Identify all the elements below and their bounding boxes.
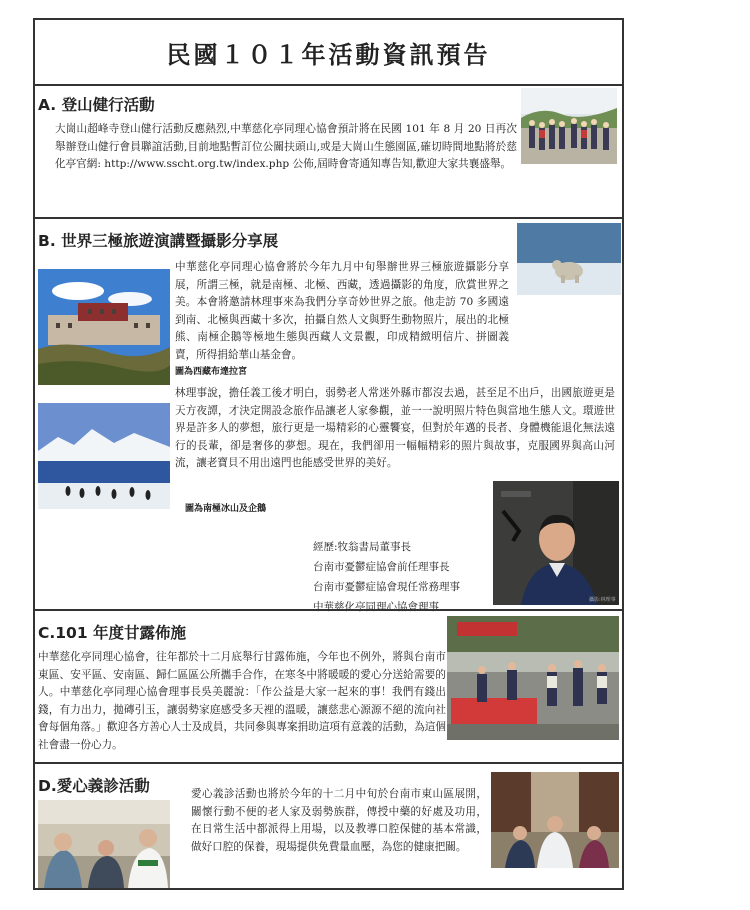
antarctic-caption: 圖為南極冰山及企鵝: [185, 504, 267, 514]
photo-credit: 攝影:林理事: [589, 597, 616, 603]
section-d-heading: D.愛心義診活動: [38, 777, 150, 795]
page-title: 民國１０１年活動資訊預告: [166, 40, 491, 69]
charity-event-photo: [447, 616, 619, 740]
section-a-body: 大崗山超峰寺登山健行活動反應熱烈,中華慈化亭同理心協會預計將在民國 101 年 8 月 20 日再次舉辦登山健行會員聯誼活動,目前地點暫訂位公關扶頭山,或是大崗山生態園區,確切時間地點將於慈化亭官網: http://www.sscht.org.tw/index.php 公佈,屆時會寄通知專告知,歡迎大家共襄盛舉。: [55, 123, 517, 171]
hiking-group-photo: [521, 88, 617, 164]
clinic-photo-left: [38, 800, 170, 888]
antarctic-iceberg-photo: [38, 403, 170, 509]
title-box: [35, 20, 622, 86]
section-c-body: 中華慈化亭同理心協會，往年都於十二月底舉行甘露佈施，今年也不例外，將與台南市東區、安平區、安南區、歸仁區區公所攜手合作，在寒冬中將暖暖的愛心分送給需要的人。中華慈化亭同理心協會理事長吳美麗說：「作公益是大家一起來的事！我們有錢出錢，有力出力，拋磚引玉，讓弱勢家庭感受多天裡的溫暖，讓慈悲心源源不絕的流向社會每個角落。」歡迎各方善心人士及成員，共同參與專案捐助這項有意義的活動，為這個社會盡一份心力。: [38, 651, 446, 751]
section-c: [35, 609, 622, 762]
speaker-signature: [313, 537, 460, 617]
potala-palace-photo: [38, 269, 170, 385]
speaker-portrait-photo: [493, 481, 619, 605]
section-b: [35, 217, 622, 613]
signature-line-1: 經歷:牧翁書局董事長: [313, 541, 412, 553]
section-a: [35, 84, 622, 217]
potala-caption: 圖為西藏布達拉宮: [175, 367, 248, 377]
signature-line-3: 台南市憂鬱症協會現任常務理事: [313, 581, 460, 593]
section-a-heading: A. 登山健行活動: [38, 96, 155, 114]
signature-line-2: 台南市憂鬱症協會前任理事長: [313, 561, 450, 573]
section-b-heading: B. 世界三極旅遊演講暨攝影分享展: [38, 232, 279, 250]
section-d-body: 愛心義診活動也將於今年的十二月中旬於台南市東山區展開，關懷行動不便的老人家及弱勢族群，傳授中藥的好處及功用，在日常生活中都派得上用場，以及教導口腔保健的基本常識，做好口腔的保養，現場提供免費量血壓，為您的健康把關。: [191, 788, 487, 853]
section-d: [35, 762, 622, 890]
signature-line-4: 中華慈化亭同理心協會理事: [313, 601, 439, 613]
section-b-body-1: 中華慈化亭同理心協會將於今年九月中旬舉辦世界三極旅遊攝影分享展，所謂三極，就是南極、北極、西藏，透過攝影的角度，欣賞世界之美。本會將邀請林理事來為我們分享奇妙世界之旅。他走訪 70 多國遠到南、北極與西藏十多次，拍攝自然人文與野生動物照片，展出的北極熊、南極企鵝等極地生態與西藏人文景觀，印成精緻明信片、拼圖義賣，所得捐給華山基金會。: [175, 261, 509, 361]
polar-bear-photo: [517, 223, 621, 295]
section-b-body-2: 林理事說，擔任義工後才明白，弱勢老人常迷外縣市都沒去過，甚至足不出戶，出國旅遊更是天方夜譚，才決定開設念旅作品讓老人家參觀，並一一說明照片特色與當地生態人文。環遊世界是許多人的夢想，旅行更是一場精彩的心靈饗宴，但對於年邁的長者、身體機能退化無法遠行的長輩，卻是奢侈的夢想。現在，我們卻用一幅幅精彩的照片與故事，克服國界與高山河流，讓老寶貝不用出遠門也能感受世界的美好。: [175, 387, 615, 470]
clinic-photo-right: [491, 772, 619, 868]
section-c-heading: C.101 年度甘露佈施: [38, 624, 187, 642]
flyer-frame: [33, 18, 624, 890]
